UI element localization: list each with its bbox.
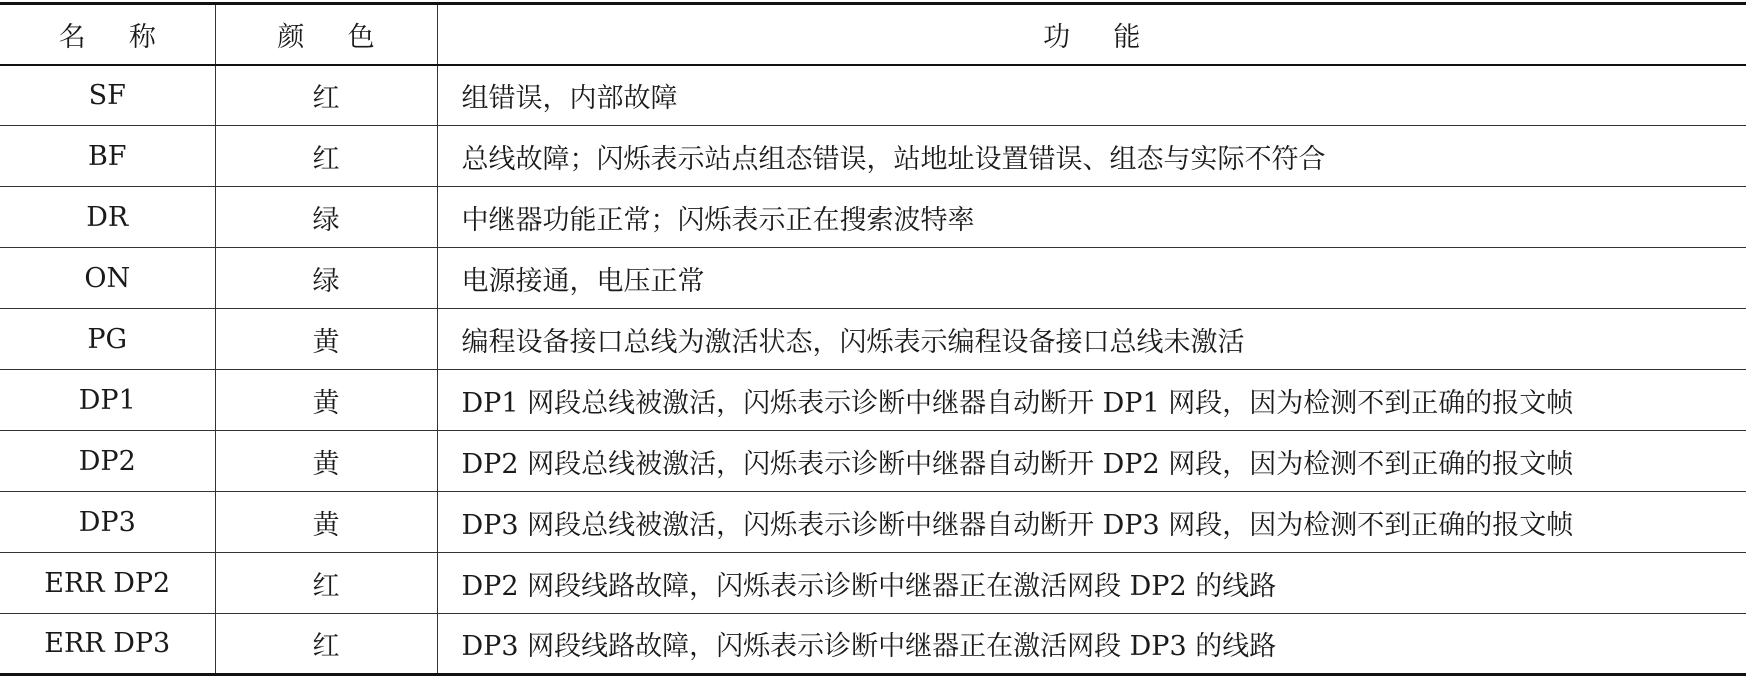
cell-color: 黄 [215, 431, 437, 492]
led-status-table [0, 2, 1746, 676]
cell-color: 黄 [215, 309, 437, 370]
header-function: 功能 [437, 4, 1746, 65]
table-row [0, 370, 1746, 431]
cell-function: 总线故障；闪烁表示站点组态错误，站地址设置错误、组态与实际不符合 [437, 126, 1746, 187]
cell-name: ERR DP2 [44, 567, 171, 599]
cell-name: DP2 [78, 445, 136, 477]
table-row [0, 553, 1746, 614]
table-row [0, 126, 1746, 187]
cell-name: DP1 [78, 384, 136, 416]
cell-function: 编程设备接口总线为激活状态，闪烁表示编程设备接口总线未激活 [437, 309, 1746, 370]
cell-name: DR [86, 201, 129, 233]
cell-function: DP1 网段总线被激活，闪烁表示诊断中继器自动断开 DP1 网段，因为检测不到正确的报文帧 [437, 370, 1746, 431]
table-row [0, 431, 1746, 492]
cell-color: 红 [215, 126, 437, 187]
table-row [0, 248, 1746, 309]
cell-name: BF [87, 140, 127, 172]
cell-function: 中继器功能正常；闪烁表示正在搜索波特率 [437, 187, 1746, 248]
table-row [0, 614, 1746, 675]
cell-color: 红 [215, 614, 437, 675]
cell-function: 电源接通，电压正常 [437, 248, 1746, 309]
cell-function: DP2 网段线路故障，闪烁表示诊断中继器正在激活网段 DP2 的线路 [437, 553, 1746, 614]
table-row [0, 492, 1746, 553]
cell-color: 绿 [215, 248, 437, 309]
cell-function: DP3 网段线路故障，闪烁表示诊断中继器正在激活网段 DP3 的线路 [437, 614, 1746, 675]
cell-color: 黄 [215, 492, 437, 553]
table-row [0, 65, 1746, 126]
cell-color: 黄 [215, 370, 437, 431]
cell-function: 组错误，内部故障 [437, 65, 1746, 126]
cell-color: 绿 [215, 187, 437, 248]
table-row [0, 309, 1746, 370]
table-row [0, 187, 1746, 248]
cell-name: DP3 [78, 506, 136, 538]
header-name: 名称 [58, 21, 200, 53]
cell-function: DP3 网段总线被激活，闪烁表示诊断中继器自动断开 DP3 网段，因为检测不到正确的报文帧 [437, 492, 1746, 553]
cell-name: ERR DP3 [44, 628, 171, 659]
cell-name: ON [84, 262, 131, 294]
cell-color: 红 [215, 65, 437, 126]
cell-name: SF [88, 79, 126, 111]
cell-function: DP2 网段总线被激活，闪烁表示诊断中继器自动断开 DP2 网段，因为检测不到正确的报文帧 [437, 431, 1746, 492]
cell-name: PG [87, 323, 128, 355]
table-header-row [0, 4, 1746, 65]
header-color: 颜色 [215, 4, 437, 65]
cell-color: 红 [215, 553, 437, 614]
